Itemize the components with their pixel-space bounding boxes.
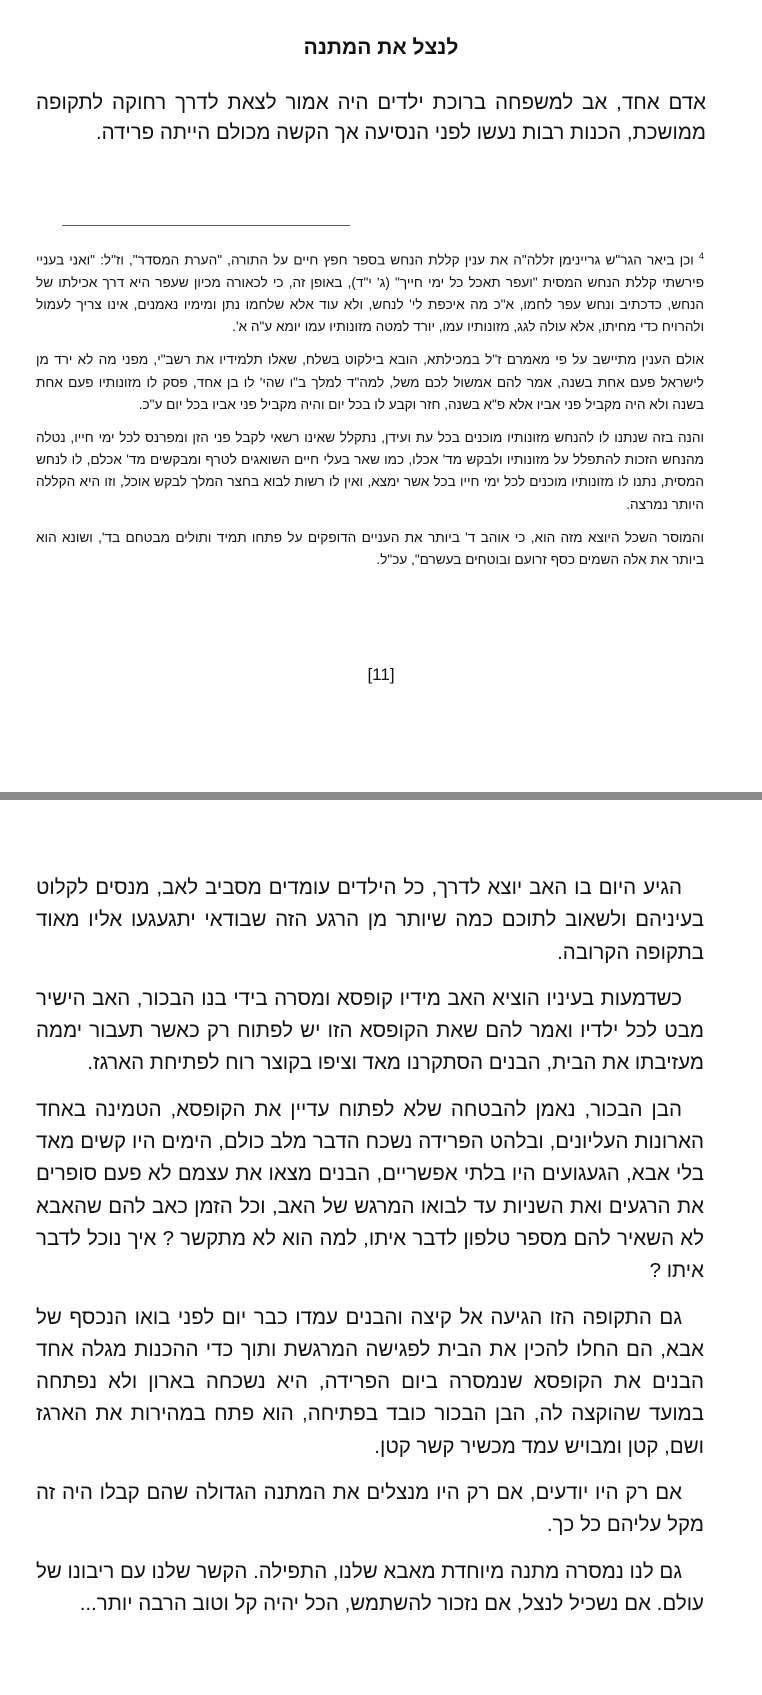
story-paragraph: הגיע היום בו האב יוצא לדרך, כל הילדים עומדים מסביב לאב, מנסים לקלוט בעיניהם ולשאוב לתוכם כמה שיותר מן הרגע הזה שבודאי יתגעגעו אליו מאוד בתקופה הקרובה. (36, 876, 704, 964)
footnotes-section (36, 245, 704, 582)
page-number: [11] (367, 665, 395, 684)
footnote-paragraph: והנה בזה שנתנו לו להנחש מזונותיו מוכנים בכל עת ועידן, נתקלל שאינו רשאי לקבל פני הזן ומפרנס לכל ימי חייו, נטלה מהנחש הזכות להתפלל על מזונותיו ולבקש מד' אכלו, כמו שאר בעלי חיים השואגים לטרף ומבקשים מד' אכלם, לו לנחש המסית, נתנו לו מזונותיו מוכנים לכל ימי חייו בכל אשר ימצא, ואין לו רשות לבוא בחצר המלך לבקש אוכל, וזו היא הקללה היותר נמרצה. (36, 429, 704, 512)
story-paragraph: אם רק היו יודעים, אם רק היו מנצלים את המתנה הגדולה שהם קבלו היה זה מקל עליהם כל כך. (36, 1481, 704, 1537)
intro-paragraph: אדם אחד, אב למשפחה ברוכת ילדים היה אמור לצאת לדרך רחוקה לתקופה ממושכת, הכנות רבות נעשו לפני הנסיעה אך הקשה מכולם הייתה פרידה. (36, 91, 706, 144)
page-title: לנצל את המתנה (303, 36, 459, 59)
page-bottom (0, 800, 762, 1695)
footnote-number: 4 (698, 251, 704, 261)
story-body (36, 872, 704, 1634)
footnote-paragraph: והמוסר השכל היוצא מזה הוא, כי אוהב ד' ביותר את העניים הדופקים על פתחו תמיד ותולים מבטחם בד', ושונא הוא ביותר את אלה השמים כסף זרועם ובוטחים בעשרם", עכ"ל. (36, 529, 704, 567)
story-paragraph: גם התקופה הזו הגיעה אל קיצה והבנים עמדו כבר יום לפני בואו הנכסף של אבא, הם החלו להכין את הבית לפגישה המרגשת ותוך כדי ההכנות מגלה אחד הבנים את הקופסא שנמסרה ביום הפרידה, היא נשכחה בארון ולא נפתחה במועד שהוקצה לה, הבן הבכור כובד בפתיחה, הוא פתח במהירות את הארגז ושם, קטן ומבויש עמד מכשיר קשר קטן. (36, 1305, 704, 1458)
footnote-paragraph (36, 245, 704, 338)
story-paragraph: כשדמעות בעיניו הוציא האב מידיו קופסא ומסרה בידי בנו הבכור, האב הישיר מבט לכל ילדיו ואמר להם שאת הקופסא הזו יש לפתוח רק כאשר תעבור יממה מעזיבתו את הבית, הבנים הסתקרנו מאד וציפו בקוצר רוח לפתיחת הארגז. (36, 986, 704, 1075)
story-paragraph: גם לנו נמסרה מתנה מיוחדת מאבא שלנו, התפילה. הקשר שלנו עם ריבונו של עולם. אם נשכיל לנצל, אם נזכור להשתמש, הכל יהיה קל וטוב הרבה יותר... (36, 1559, 704, 1615)
page-divider (0, 792, 762, 800)
story-paragraph: הבן הבכור, נאמן להבטחה שלא לפתוח עדיין את הקופסא, הטמינה באחד הארונות העליונים, ובלהט הפרידה נשכח הדבר מלב כולם, הימים היו קשים מאד בלי אבא, הגעגועים היו בלתי אפשריים, הבנים מצאו את עצמם לא פעם סופרים את הרגעים ואת השניות עד לבואו המרגש של האב, וכל הזמן כאב להם שהאבא לא השאיר להם מספר טלפון לדבר איתו, למה הוא לא מתקשר ? איך נוכל לדבר איתו ? (36, 1097, 704, 1283)
footnote-text: וכן ביאר הגר"ש גריינימן זללה"ה את ענין קללת הנחש בספר חפץ חיים על התורה, "הערת המסדר", וז"ל: "ואני בעניי פירשתי קללת הנחש המסית "ועפר תאכל כל ימי חייך" (ג' י"ד), באופן זה, כי לכאורה מכיון שעפר היא דרך אכילתו של הנחש, כדכתיב ונחש עפר לחמו, א"כ מה איכפת לי' לנחש, ולא עוד אלא שלחמו נתן ומימיו נאמנים, אינו צריך לעמול ולהרויח כדי מחיתו, אלא עולה לגג, מזונותיו עמו, יורד למטה מזונותיו עמו יומא ע"ה א'. (36, 252, 704, 335)
page-top (0, 0, 762, 792)
footnote-separator (62, 225, 350, 226)
footnote-paragraph: אולם הענין מתיישב על פי מאמרם ז"ל במכילתא, הובא בילקוט בשלח, שאלו תלמידיו את רשב"י, מפני מה לא ירד מן לישראל פעם אחת בשנה, אמר להם אמשול לכם משל, למה"ד למלך ב"ו שהי' לו בן אחד, פסק לו מזונותיו פעם אחת בשנה ולא היה מקביל פני אביו אלא פ"א בשנה, חזר וקבע לו בכל יום והיה מקביל פני אביו בכל יום ע"כ. (36, 352, 704, 412)
